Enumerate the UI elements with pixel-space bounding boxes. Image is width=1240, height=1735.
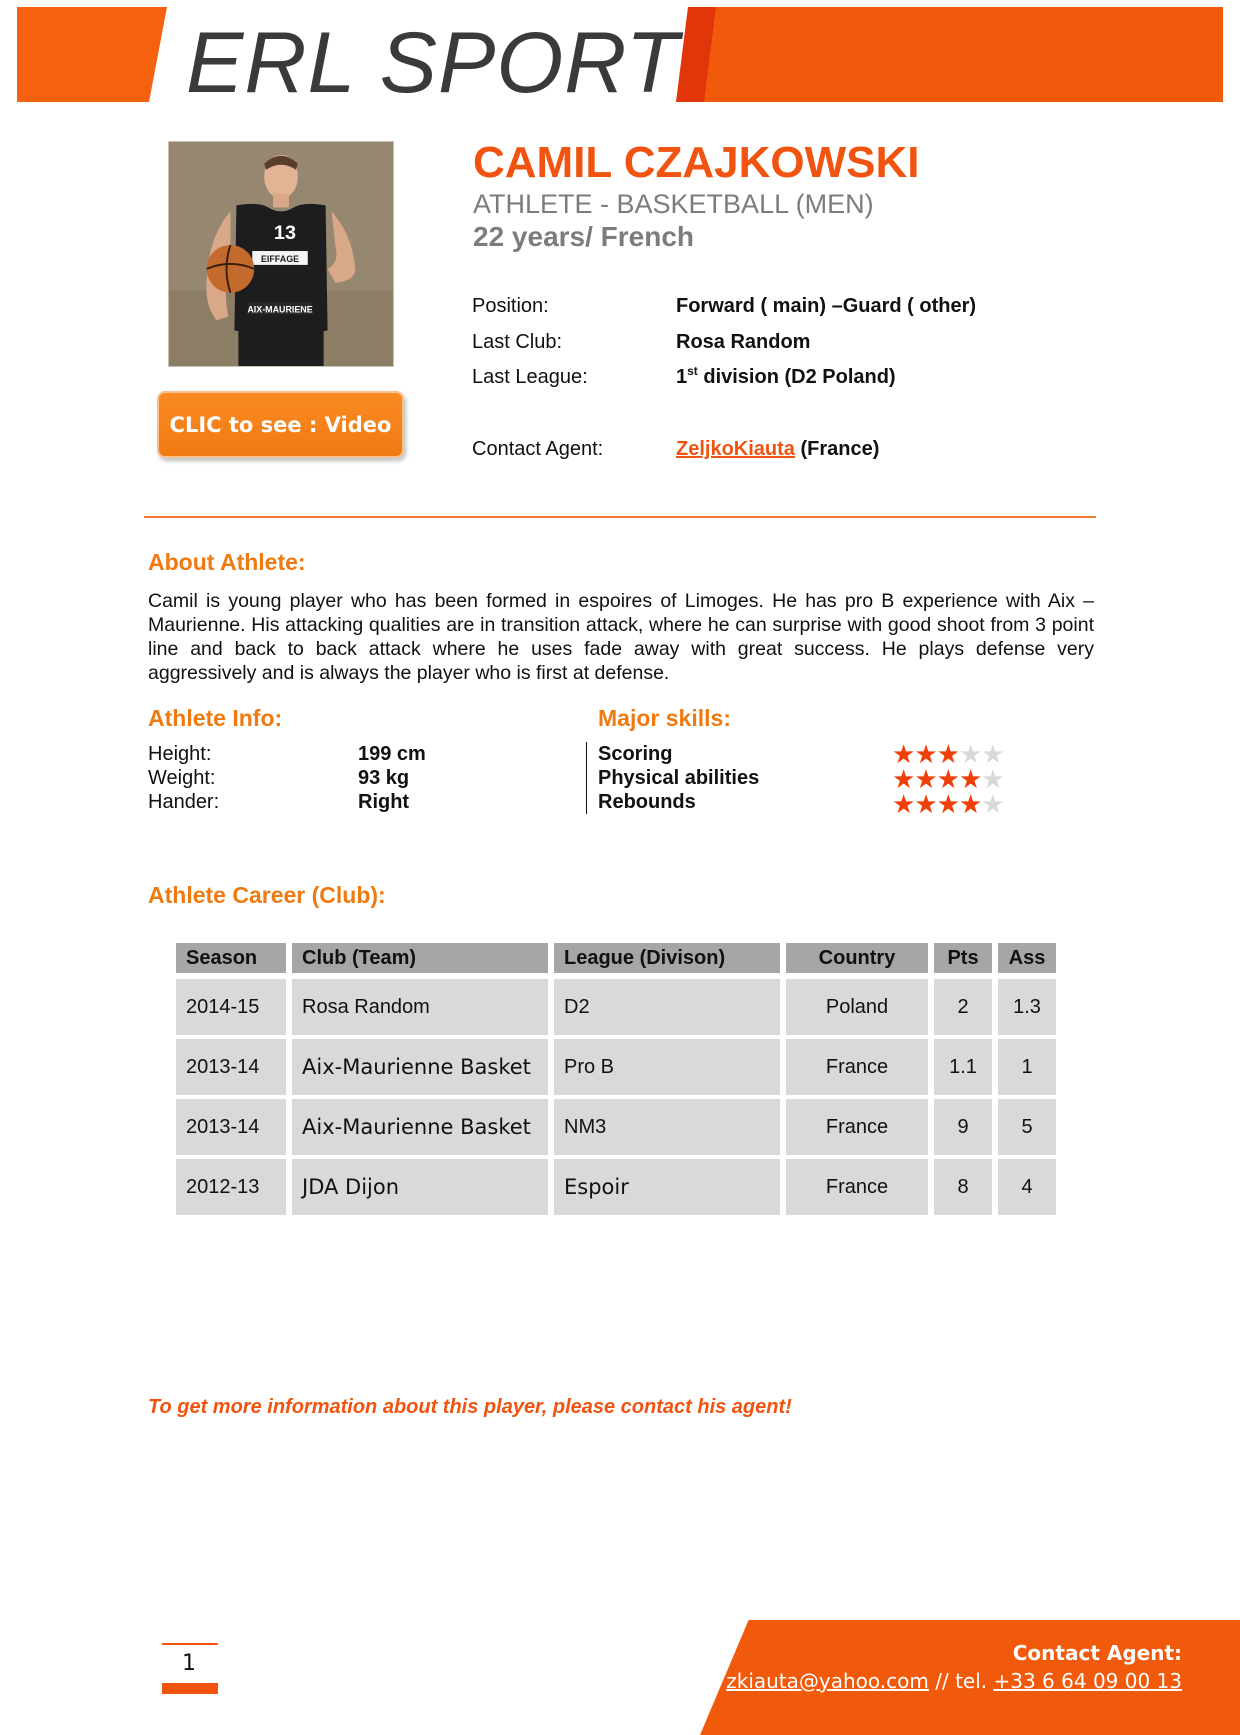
table-cell-country: Poland — [786, 979, 928, 1035]
hander-label: Hander: — [148, 791, 220, 813]
star-filled-icon: ★ — [958, 764, 982, 794]
header-ass: Ass — [998, 943, 1056, 973]
table-cell-country: France — [786, 1099, 928, 1155]
footer-contact — [726, 1669, 1182, 1693]
league-rest: division (D2 Poland) — [697, 366, 896, 388]
skills-title: Major skills: — [598, 705, 731, 731]
video-button[interactable]: CLIC to see : Video — [157, 391, 404, 458]
about-title: About Athlete: — [148, 549, 306, 575]
footer-contact-title: Contact Agent: — [1012, 1641, 1182, 1665]
table-cell-season: 2012-13 — [176, 1159, 286, 1215]
table-cell-ass: 5 — [998, 1099, 1056, 1155]
league-superscript: st — [687, 364, 698, 378]
star-filled-icon: ★ — [892, 789, 915, 819]
contact-note: To get more information about this player, please contact his agent! — [148, 1396, 792, 1418]
hander-value: Right — [358, 791, 410, 813]
weight-label: Weight: — [148, 767, 216, 789]
jersey-sponsor: EIFFAGE — [260, 253, 300, 264]
star-empty-icon: ★ — [981, 789, 1004, 819]
skill-scoring: Scoring — [598, 743, 673, 765]
athlete-photo — [168, 141, 394, 367]
star-filled-icon: ★ — [914, 789, 937, 819]
star-filled-icon: ★ — [914, 764, 937, 794]
table-cell-season: 2014-15 — [176, 979, 286, 1035]
table-cell-club: Rosa Random — [292, 979, 548, 1035]
table-cell-ass: 1 — [998, 1039, 1056, 1095]
last-league-value — [676, 366, 896, 389]
header-left-band — [17, 7, 167, 102]
header-right-band — [676, 7, 1223, 102]
last-club-label: Last Club: — [472, 331, 563, 353]
header-league: League (Divison) — [554, 943, 780, 973]
brand-logo: ERL SPORT — [186, 15, 680, 111]
table-cell-club: Aix-Maurienne Basket — [292, 1099, 548, 1155]
table-cell-ass: 1.3 — [998, 979, 1056, 1035]
athlete-sport: ATHLETE - BASKETBALL (MEN) — [473, 189, 874, 219]
position-label: Position: — [472, 295, 549, 317]
star-empty-icon: ★ — [981, 739, 1004, 769]
table-cell-ass: 4 — [998, 1159, 1056, 1215]
page-number-bar — [162, 1683, 218, 1694]
star-empty-icon: ★ — [958, 739, 982, 769]
star-filled-icon: ★ — [936, 764, 959, 794]
career-title: Athlete Career (Club): — [148, 882, 386, 908]
rating-stars — [892, 791, 1004, 817]
table-cell-country: France — [786, 1159, 928, 1215]
last-club-value: Rosa Random — [676, 331, 811, 353]
agent-link[interactable]: ZeljkoKiauta — [676, 438, 795, 460]
contact-agent-label: Contact Agent: — [472, 438, 604, 460]
athlete-name: CAMIL CZAJKOWSKI — [473, 138, 920, 187]
header-pts: Pts — [934, 943, 992, 973]
height-label: Height: — [148, 743, 212, 765]
jersey-club: AIX-MAURIENE — [247, 304, 313, 315]
height-value: 199 cm — [358, 743, 426, 765]
table-cell-pts: 2 — [934, 979, 992, 1035]
table-cell-club: JDA Dijon — [292, 1159, 548, 1215]
header-country: Country — [786, 943, 928, 973]
table-cell-pts: 8 — [934, 1159, 992, 1215]
athlete-age-nationality: 22 years/ French — [473, 221, 695, 252]
page-number: 1 — [182, 1651, 196, 1676]
table-cell-season: 2013-14 — [176, 1039, 286, 1095]
table-cell-pts: 9 — [934, 1099, 992, 1155]
agent-country: (France) — [794, 438, 880, 460]
table-cell-league: Pro B — [554, 1039, 780, 1095]
table-cell-league: Espoir — [554, 1159, 780, 1215]
star-filled-icon: ★ — [892, 739, 915, 769]
jersey-number: 13 — [273, 222, 296, 245]
position-value: Forward ( main) –Guard ( other) — [676, 295, 977, 317]
skill-physical: Physical abilities — [598, 767, 760, 789]
star-filled-icon: ★ — [936, 789, 959, 819]
info-title: Athlete Info: — [148, 705, 283, 731]
star-filled-icon: ★ — [958, 789, 982, 819]
header-club: Club (Team) — [292, 943, 548, 973]
phone-link[interactable]: +33 6 64 09 00 13 — [993, 1669, 1182, 1693]
table-cell-country: France — [786, 1039, 928, 1095]
header-season: Season — [176, 943, 286, 973]
last-league-label: Last League: — [472, 366, 588, 388]
about-text: Camil is young player who has been formed in espoires of Limoges. He has pro B experience with Aix – Maurienne. His attacking qualities are in transition attack, where he can surprise with good shoot from 3 point line and back to back attack where he uses fade away with great success. He plays defense very aggressively and is always the player who is first at defense. — [148, 590, 1094, 684]
league-number: 1 — [676, 366, 688, 388]
section-divider — [144, 516, 1096, 518]
tel-prefix: // tel. — [928, 1669, 994, 1693]
contact-agent-value — [676, 438, 879, 461]
star-empty-icon: ★ — [981, 764, 1004, 794]
skills-divider — [586, 742, 587, 814]
star-filled-icon: ★ — [936, 739, 959, 769]
skill-rebounds: Rebounds — [598, 791, 696, 813]
table-cell-league: NM3 — [554, 1099, 780, 1155]
weight-value: 93 kg — [358, 767, 410, 789]
star-filled-icon: ★ — [914, 739, 937, 769]
table-cell-club: Aix-Maurienne Basket — [292, 1039, 548, 1095]
table-cell-league: D2 — [554, 979, 780, 1035]
email-link[interactable]: zkiauta@yahoo.com — [726, 1669, 929, 1693]
table-cell-pts: 1.1 — [934, 1039, 992, 1095]
star-filled-icon: ★ — [892, 764, 915, 794]
page-number-line — [162, 1643, 218, 1645]
table-cell-season: 2013-14 — [176, 1099, 286, 1155]
